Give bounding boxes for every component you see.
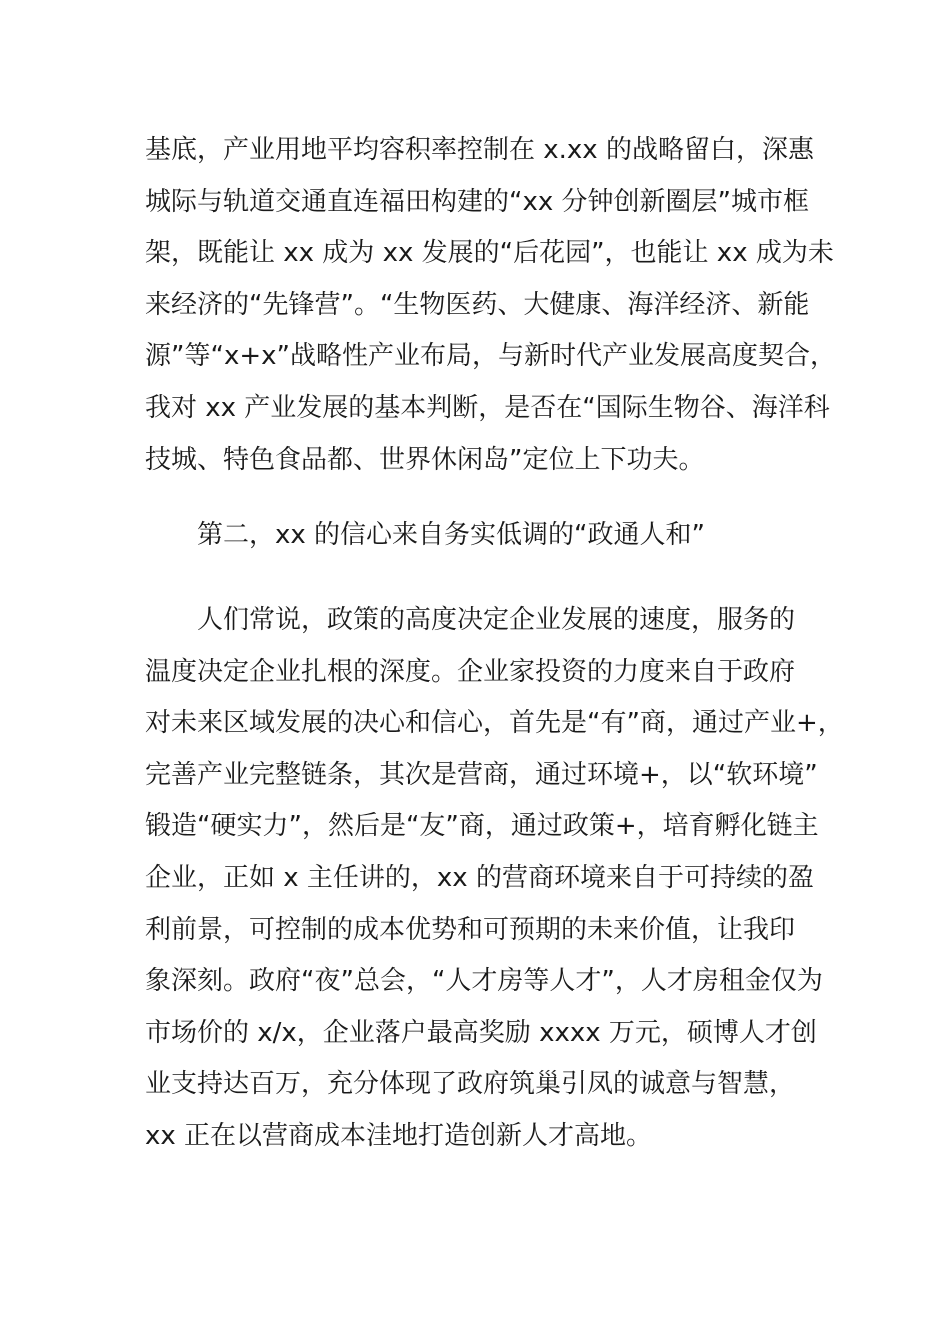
paragraph-line: 技城、特色食品都、世界休闲岛”定位上下功夫。 <box>145 444 705 475</box>
paragraph-line: 温度决定企业扎根的深度。企业家投资的力度来自于政府 <box>145 656 796 687</box>
paragraph-line: 对未来区域发展的决心和信心，首先是“有”商，通过产业+， <box>145 708 844 739</box>
paragraph-line: 我对 xx 产业发展的基本判断，是否在“国际生物谷、海洋科 <box>145 392 830 423</box>
paragraph-2 <box>145 595 844 1163</box>
paragraph-line: 来经济的“先锋营”。“生物医药、大健康、海洋经济、新能 <box>145 289 810 320</box>
paragraph-line: 企业，正如 x 主任讲的，xx 的营商环境来自于可持续的盈 <box>145 862 814 893</box>
paragraph-line: 市场价的 x/x，企业落户最高奖励 xxxx 万元，硕博人才创 <box>145 1017 817 1048</box>
paragraph-line: 基底，产业用地平均容积率控制在 x.xx 的战略留白，深惠 <box>145 135 814 165</box>
heading-text: 第二，xx 的信心来自务实低调的“政通人和” <box>197 520 705 550</box>
paragraph-line: 人们常说，政策的高度决定企业发展的速度，服务的 <box>197 605 796 635</box>
paragraph-line: 锻造“硬实力”，然后是“友”商，通过政策+，培育孵化链主 <box>145 811 819 842</box>
paragraph-line: 利前景，可控制的成本优势和可预期的未来价值，让我印 <box>145 914 796 945</box>
paragraph-line: 城际与轨道交通直连福田构建的“xx 分钟创新圈层”城市框 <box>145 186 809 217</box>
paragraph-1 <box>145 125 836 486</box>
paragraph-line: 源”等“x+x”战略性产业布局，与新时代产业发展高度契合， <box>145 341 836 372</box>
paragraph-line: 业支持达百万，充分体现了政府筑巢引凤的诚意与智慧， <box>145 1069 796 1100</box>
paragraph-line: 象深刻。政府“夜”总会，“人才房等人才”，人才房租金仅为 <box>145 966 823 997</box>
paragraph-line: xx 正在以营商成本洼地打造创新人才高地。 <box>145 1120 653 1151</box>
paragraph-line: 架，既能让 xx 成为 xx 发展的“后花园”，也能让 xx 成为未 <box>145 238 834 269</box>
section-heading <box>145 510 705 562</box>
paragraph-line: 完善产业完整链条，其次是营商，通过环境+，以“软环境” <box>145 759 818 790</box>
